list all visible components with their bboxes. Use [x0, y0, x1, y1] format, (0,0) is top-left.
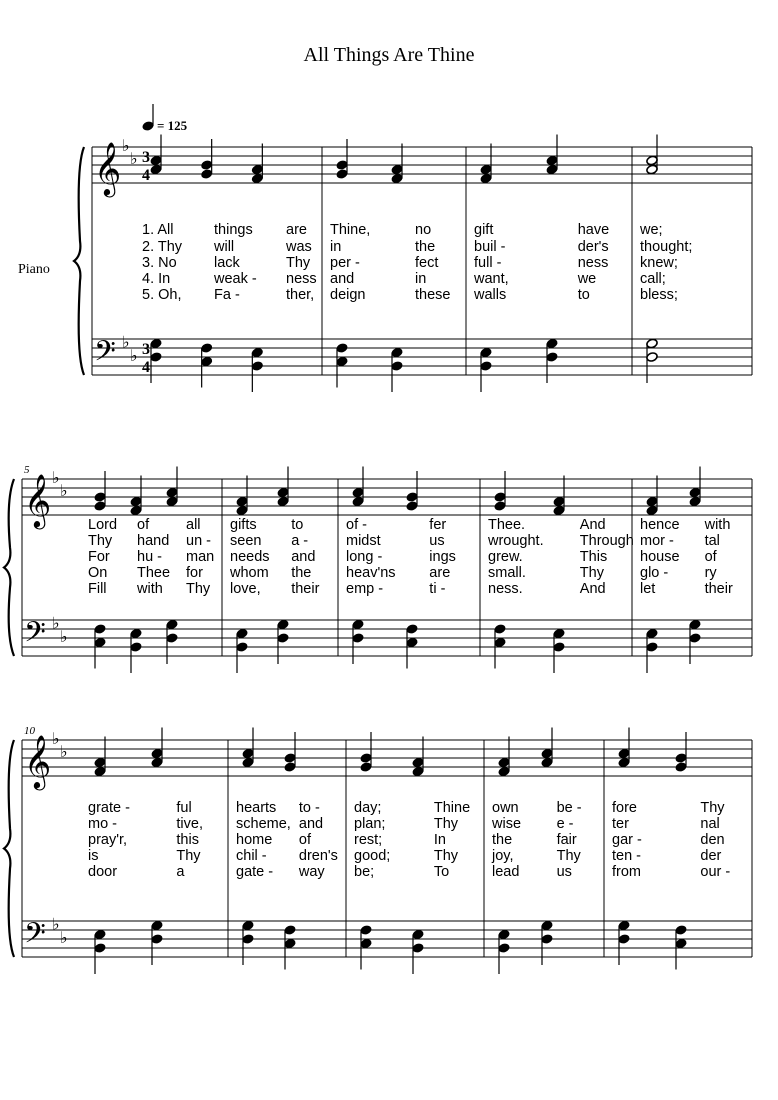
lyric-syllable: of — [298, 832, 311, 848]
note-head — [150, 352, 162, 363]
note-head — [166, 619, 178, 630]
note-head — [236, 496, 248, 507]
note-head — [480, 164, 492, 175]
lyric-syllable: hand — [137, 533, 170, 549]
note-head — [236, 642, 248, 653]
note-head — [166, 496, 178, 507]
note-head — [546, 352, 558, 363]
lyric-syllable: tive, — [176, 816, 203, 832]
note-head — [360, 753, 372, 764]
brace — [4, 740, 14, 957]
lyric-syllable: home — [236, 832, 273, 848]
lyric-syllable: ness. — [488, 581, 523, 597]
lyric-syllable: 5. Oh, — [142, 287, 182, 303]
bass-clef-icon: 𝄢 — [24, 616, 46, 656]
lyric-syllable: Thy — [186, 581, 211, 597]
note-head — [689, 487, 701, 498]
lyric-syllable: house — [640, 549, 680, 565]
lyric-syllable: chil - — [236, 848, 267, 864]
lyric-syllable: mor - — [640, 533, 674, 549]
note-head — [150, 155, 162, 166]
note-head — [494, 637, 506, 648]
lyric-syllable: Fill — [88, 581, 107, 597]
lyric-syllable: Thy — [556, 848, 581, 864]
note-head — [284, 925, 296, 936]
lyric-syllable: plan; — [354, 816, 386, 832]
note-head — [130, 496, 142, 507]
lyric-syllable: the — [415, 239, 436, 255]
lyric-syllable: of — [704, 549, 717, 565]
lyric-syllable: bless; — [640, 287, 678, 303]
lyric-syllable: us — [429, 533, 445, 549]
time-signature-top: 3 — [142, 149, 150, 166]
note-head — [166, 633, 178, 644]
note-head — [277, 633, 289, 644]
lyric-syllable: our - — [700, 864, 731, 880]
lyric-syllable: wise — [492, 816, 522, 832]
note-head — [94, 929, 106, 940]
flat-icon: ♭ — [60, 627, 68, 646]
lyric-syllable: nal — [700, 816, 720, 832]
lyric-syllable: us — [556, 864, 572, 880]
lyric-syllable: ther, — [286, 287, 315, 303]
lyric-syllable: whom — [230, 565, 269, 581]
note-head — [94, 492, 106, 503]
lyric-syllable: pray'r, — [88, 832, 128, 848]
lyric-syllable: Thy — [286, 255, 311, 271]
systems — [4, 104, 752, 974]
note-head — [242, 934, 254, 945]
note-head — [336, 343, 348, 354]
lyric-syllable: from — [612, 864, 641, 880]
note-head — [166, 487, 178, 498]
lyric-syllable: der — [700, 848, 722, 864]
lyric-syllable: For — [88, 549, 110, 565]
note-head — [646, 338, 658, 349]
note-head — [94, 943, 106, 954]
lyric-syllable: ten - — [612, 848, 642, 864]
note-head — [242, 920, 254, 931]
lyric-syllable: Thee. — [488, 517, 526, 533]
lyric-syllable: e - — [556, 816, 574, 832]
note-head — [242, 748, 254, 759]
note-head — [494, 624, 506, 635]
note-head — [151, 748, 163, 759]
note-head — [277, 487, 289, 498]
lyric-syllable: fore — [612, 800, 637, 816]
note-head — [391, 347, 403, 358]
lyric-syllable: fair — [556, 832, 577, 848]
lyric-syllable: of - — [346, 517, 367, 533]
lyric-syllable: are — [429, 565, 451, 581]
lyric-syllable: ings — [429, 549, 456, 565]
lyric-syllable: and — [298, 816, 324, 832]
time-signature-bottom: 4 — [142, 167, 150, 184]
lyric-syllable: long - — [346, 549, 383, 565]
lyric-syllable: own — [492, 800, 519, 816]
lyric-syllable: Thy — [700, 800, 725, 816]
lyric-syllable: Fa - — [214, 287, 240, 303]
lyric-syllable: ti - — [429, 581, 446, 597]
lyric-syllable: gate - — [236, 864, 274, 880]
lyric-syllable: thought; — [640, 239, 693, 255]
flat-icon: ♭ — [52, 468, 60, 487]
lyric-syllable: man — [186, 549, 215, 565]
lyric-syllable: with — [137, 581, 163, 597]
flat-icon: ♭ — [52, 914, 60, 934]
note-head — [646, 642, 658, 653]
lyric-syllable: be - — [556, 800, 582, 816]
note-head — [689, 619, 701, 630]
lyric-syllable: ful — [176, 800, 192, 816]
lyric-syllable: Thy — [433, 848, 459, 864]
lyric-syllable: door — [88, 864, 118, 880]
lyric-syllable: hu - — [137, 549, 162, 565]
note-head — [284, 762, 296, 773]
lyric-syllable: good; — [354, 848, 391, 864]
score-title: All Things Are Thine — [303, 44, 475, 66]
lyric-syllable: Thee — [137, 565, 171, 581]
note-head — [251, 173, 263, 184]
note-head — [498, 757, 510, 768]
note-head — [236, 628, 248, 639]
instrument-name: Piano — [18, 262, 50, 277]
note-head — [130, 642, 142, 653]
lyric-syllable: a - — [291, 533, 309, 549]
flat-icon: ♭ — [130, 346, 138, 365]
system-3 — [4, 725, 752, 974]
lyric-syllable: way — [298, 864, 325, 880]
flat-icon: ♭ — [60, 481, 68, 500]
note-head — [277, 496, 289, 507]
note-head — [284, 753, 296, 764]
lyric-syllable: Lord — [88, 517, 118, 533]
lyric-syllable: ter — [612, 816, 629, 832]
bass-clef-icon: 𝄢 — [24, 917, 46, 957]
lyric-syllable: and — [291, 549, 316, 565]
lyric-syllable: gifts — [230, 517, 257, 533]
lyric-syllable: gar - — [612, 832, 642, 848]
lyric-syllable: in — [415, 271, 427, 287]
note-head — [546, 338, 558, 349]
system-1 — [18, 104, 752, 392]
note-head — [646, 155, 658, 166]
brace — [4, 479, 14, 656]
lyric-syllable: Thy — [433, 816, 459, 832]
lyric-syllable: ness — [286, 271, 317, 287]
lyric-syllable: and — [330, 271, 355, 287]
lyric-syllable: to - — [298, 800, 320, 816]
note-head — [541, 920, 553, 931]
lyric-syllable: Thy — [579, 565, 604, 581]
note-head — [352, 633, 364, 644]
lyric-syllable: lack — [214, 255, 240, 271]
flat-icon: ♭ — [122, 136, 130, 155]
lyric-syllable: 3. No — [142, 255, 177, 271]
note-head — [352, 619, 364, 630]
lyric-syllable: 4. In — [142, 271, 171, 287]
lyric-syllable: den — [700, 832, 725, 848]
note-head — [150, 338, 162, 349]
note-head — [151, 757, 163, 768]
lyric-syllable: To — [433, 864, 450, 880]
tempo-marking: = 125 — [157, 118, 188, 133]
lyric-syllable: ness — [577, 255, 609, 271]
note-head — [412, 943, 424, 954]
note-head — [406, 501, 418, 512]
note-head — [242, 757, 254, 768]
note-head — [553, 642, 565, 653]
note-head — [646, 496, 658, 507]
lyric-syllable: un - — [186, 533, 211, 549]
note-head — [336, 356, 348, 367]
lyric-syllable: gift — [474, 222, 494, 238]
note-head — [646, 352, 658, 363]
flat-icon: ♭ — [60, 928, 68, 947]
lyric-syllable: per - — [330, 255, 360, 271]
lyric-syllable: for — [186, 565, 203, 581]
lyric-syllable: glo - — [640, 565, 669, 581]
lyric-syllable: weak - — [214, 271, 257, 287]
lyric-syllable: no — [415, 222, 432, 238]
lyric-syllable: emp - — [346, 581, 384, 597]
note-head — [251, 164, 263, 175]
lyric-syllable: the — [291, 565, 312, 581]
lyric-syllable: der's — [577, 239, 609, 255]
lyric-syllable: call; — [640, 271, 666, 287]
note-head — [236, 505, 248, 516]
treble-clef-icon: 𝄞 — [24, 734, 52, 788]
note-head — [480, 347, 492, 358]
lyric-syllable: day; — [354, 800, 382, 816]
lyric-syllable: are — [286, 222, 307, 238]
lyric-syllable: fect — [415, 255, 439, 271]
lyric-syllable: Thine — [433, 800, 471, 816]
bass-clef-icon: 𝄢 — [94, 335, 116, 375]
lyric-syllable: to — [577, 287, 590, 303]
lyric-syllable: tal — [704, 533, 720, 549]
note-head — [277, 619, 289, 630]
note-head — [412, 929, 424, 940]
note-head — [618, 934, 630, 945]
lyric-syllable: with — [704, 517, 731, 533]
note-head — [284, 938, 296, 949]
note-head — [494, 501, 506, 512]
note-head — [200, 343, 212, 354]
lyric-syllable: want, — [474, 271, 509, 287]
lyric-syllable: 2. Thy — [142, 239, 183, 255]
note-head — [94, 766, 106, 777]
lyric-syllable: scheme, — [236, 816, 291, 832]
note-head — [151, 920, 163, 931]
note-head — [406, 637, 418, 648]
note-head — [675, 938, 687, 949]
lyric-syllable: mo - — [88, 816, 117, 832]
lyric-syllable: Thy — [176, 848, 201, 864]
lyric-syllable: rest; — [354, 832, 383, 848]
note-head — [406, 492, 418, 503]
note-head — [675, 925, 687, 936]
lyric-syllable: to — [291, 517, 304, 533]
note-head — [546, 155, 558, 166]
note-head — [360, 938, 372, 949]
lyric-syllable: deign — [330, 287, 366, 303]
note-head — [200, 356, 212, 367]
note-head — [94, 637, 106, 648]
note-head — [251, 361, 263, 372]
flat-icon: ♭ — [60, 742, 68, 761]
note-head — [553, 505, 565, 516]
lyric-syllable: was — [286, 239, 312, 255]
treble-clef-icon: 𝄞 — [24, 473, 52, 527]
lyric-syllable: things — [214, 222, 253, 238]
lyric-syllable: buil - — [474, 239, 506, 255]
note-head — [130, 628, 142, 639]
note-head — [541, 748, 553, 759]
lyric-syllable: fer — [429, 517, 447, 533]
note-head — [251, 347, 263, 358]
note-head — [675, 753, 687, 764]
note-head — [406, 624, 418, 635]
lyric-syllable: in — [330, 239, 342, 255]
lyric-syllable: we — [577, 271, 597, 287]
treble-clef-icon: 𝄞 — [94, 141, 122, 195]
brace — [74, 147, 84, 375]
lyric-syllable: be; — [354, 864, 375, 880]
lyric-syllable: is — [88, 848, 99, 864]
note-head — [618, 757, 630, 768]
note-head — [360, 762, 372, 773]
lyric-syllable: hence — [640, 517, 680, 533]
note-head — [541, 934, 553, 945]
lyric-syllable: Thy — [88, 533, 113, 549]
lyric-syllable: heav'ns — [346, 565, 396, 581]
lyric-syllable: grate - — [88, 800, 130, 816]
time-signature-bottom: 4 — [142, 359, 150, 376]
lyric-syllable: needs — [230, 549, 270, 565]
note-head — [498, 766, 510, 777]
note-head — [480, 173, 492, 184]
lyric-syllable: 1. All — [142, 222, 174, 238]
note-head — [352, 496, 364, 507]
lyric-syllable: And — [579, 517, 606, 533]
lyric-syllable: seen — [230, 533, 262, 549]
note-head — [646, 505, 658, 516]
note-head — [618, 748, 630, 759]
lyric-syllable: joy, — [492, 848, 514, 864]
lyric-syllable: love, — [230, 581, 261, 597]
lyric-syllable: let — [640, 581, 656, 597]
lyric-syllable: of — [137, 517, 150, 533]
note-head — [391, 173, 403, 184]
lyric-syllable: This — [579, 549, 608, 565]
flat-icon: ♭ — [130, 149, 138, 168]
note-head — [94, 757, 106, 768]
measure-number: 5 — [24, 464, 30, 476]
note-head — [360, 925, 372, 936]
lyric-syllable: lead — [492, 864, 520, 880]
lyric-syllable: dren's — [298, 848, 338, 864]
note-head — [553, 496, 565, 507]
lyric-syllable: their — [291, 581, 320, 597]
time-signature-top: 3 — [142, 341, 150, 358]
lyric-syllable: the — [492, 832, 513, 848]
lyric-syllable: this — [176, 832, 199, 848]
note-head — [498, 929, 510, 940]
lyric-syllable: these — [415, 287, 451, 303]
note-head — [646, 164, 658, 175]
lyric-syllable: In — [433, 832, 446, 848]
note-head — [689, 633, 701, 644]
note-head — [142, 121, 154, 132]
note-head — [94, 624, 106, 635]
note-head — [200, 160, 212, 171]
note-head — [151, 934, 163, 945]
lyric-syllable: will — [214, 239, 235, 255]
lyric-syllable: a — [176, 864, 185, 880]
lyric-syllable: their — [704, 581, 733, 597]
note-head — [498, 943, 510, 954]
lyric-syllable: ry — [704, 565, 717, 581]
lyric-syllable: Thine, — [330, 222, 371, 238]
flat-icon: ♭ — [52, 729, 60, 748]
note-head — [94, 501, 106, 512]
note-head — [412, 766, 424, 777]
lyric-syllable: have — [577, 222, 610, 238]
note-head — [494, 492, 506, 503]
note-head — [130, 505, 142, 516]
lyric-syllable: wrought. — [488, 533, 544, 549]
note-head — [150, 164, 162, 175]
lyric-syllable: hearts — [236, 800, 277, 816]
note-head — [553, 628, 565, 639]
note-head — [541, 757, 553, 768]
lyric-syllable: On — [88, 565, 108, 581]
note-head — [646, 628, 658, 639]
measure-number: 10 — [24, 725, 35, 737]
note-head — [618, 920, 630, 931]
lyric-syllable: walls — [474, 287, 507, 303]
flat-icon: ♭ — [122, 332, 130, 352]
note-head — [675, 762, 687, 773]
flat-icon: ♭ — [52, 613, 60, 633]
note-head — [336, 169, 348, 180]
lyric-syllable: full - — [474, 255, 502, 271]
note-head — [352, 487, 364, 498]
lyric-syllable: we; — [640, 222, 663, 238]
note-head — [200, 169, 212, 180]
note-head — [546, 164, 558, 175]
lyric-syllable: all — [186, 517, 201, 533]
note-head — [336, 160, 348, 171]
lyric-syllable: knew; — [640, 255, 678, 271]
note-head — [480, 361, 492, 372]
note-head — [391, 361, 403, 372]
note-head — [689, 496, 701, 507]
lyric-syllable: And — [579, 581, 606, 597]
note-head — [391, 164, 403, 175]
lyric-syllable: grew. — [488, 549, 523, 565]
system-2 — [4, 464, 752, 673]
lyric-syllable: Through — [579, 533, 634, 549]
lyric-syllable: midst — [346, 533, 381, 549]
lyric-syllable: small. — [488, 565, 526, 581]
note-head — [412, 757, 424, 768]
